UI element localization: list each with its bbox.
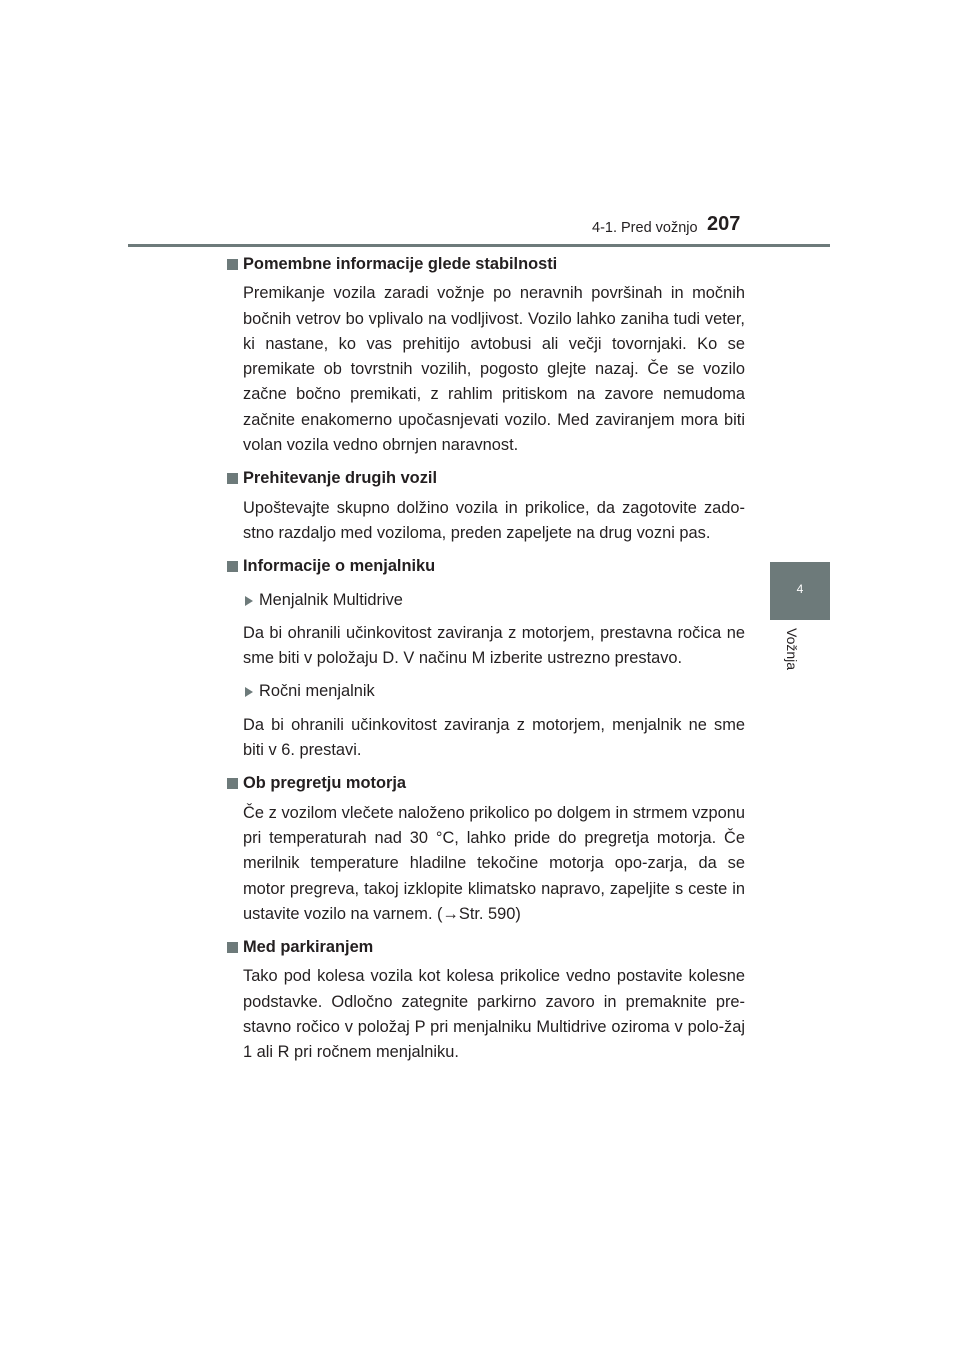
section-paragraph: Upoštevajte skupno dolžino vozila in prikolice, da zagotovite zado-stno razdaljo med voziloma, preden zapeljete na drug vozni pas. [243,498,745,542]
chapter-label: Vožnja [784,628,800,671]
square-bullet-icon [227,259,238,270]
page-content [225,252,745,1066]
section-heading-text: Pomembne informacije glede stabilnosti [243,255,558,273]
sub-item-label: Ročni menjalnik [259,682,375,701]
chapter-tab[interactable] [770,562,830,620]
triangle-bullet-icon [245,596,253,606]
section-heading [225,935,745,960]
sub-item-label: Menjalnik Multidrive [259,590,403,609]
header-rule [128,244,830,247]
section-heading [225,466,745,491]
section-heading-text: Med parkiranjem [243,938,374,957]
square-bullet-icon [227,942,238,953]
triangle-bullet-icon [245,687,253,697]
section-heading [225,554,745,579]
section-paragraph: Da bi ohranili učinkovitost zaviranja z motorjem, menjalnik ne sme biti v 6. prestavi. [243,715,745,760]
section-paragraph: Premikanje vozila zaradi vožnje po neravnih površinah in močnih bočnih vetrov bo vplivalo na vodljivost. Vozilo lahko zaniha tudi veter, ki nastane, ko vas prehitijo avtobusi ali večji tovornjaki. Ko se premikate ob tovrstnih vozilih, pogosto glejte nazaj. Če se vozilo začne bočno premikati, z rahlim pritiskom na zavore nemudoma začnite enakomerno upočasnjevati vozilo. Med zaviranjem mora biti volan vozila vedno obrnjen naravnost. [243,284,745,455]
square-bullet-icon [227,473,238,484]
chapter-number: 4 [796,582,804,596]
section-heading-text: Prehitevanje drugih vozil [243,469,437,488]
section-paragraph: Če z vozilom vlečete naloženo prikolico po dolgem in strmem vzponu pri temperaturah nad 30 °C, lahko pride do pregretja motorja. Če merilnik temperature hladilne tekočine motorja opo-zarja, da se motor pregreva, takoj izklopite klimatsko napravo, zapeljite s ceste in ustavite vozilo na varnem. (→Str. 590) [243,803,745,923]
section-heading [225,252,745,277]
sub-item [243,588,745,613]
square-bullet-icon [227,778,238,789]
page-number: 207 [707,213,741,235]
square-bullet-icon [227,561,238,572]
section-heading [225,771,745,796]
sub-item [243,679,745,704]
section-heading-text: Ob pregretju motorja [243,774,407,793]
section-paragraph: Tako pod kolesa vozila kot kolesa prikolice vedno postavite kolesne podstavke. Odločno zategnite parkirno zavoro in premaknite pre-stavno ročico v položaj P pri menjalniku Multidrive oziroma v polo-žaj 1 ali R pri ročnem menjalniku. [243,967,745,1062]
section-paragraph: Da bi ohranili učinkovitost zaviranja z motorjem, prestavna ročica ne sme biti v položaju D. V načinu M izberite ustrezno prestavo. [243,623,745,668]
section-heading-text: Informacije o menjalniku [243,557,436,576]
header-section-title: 4-1. Pred vožnjo [592,220,698,236]
